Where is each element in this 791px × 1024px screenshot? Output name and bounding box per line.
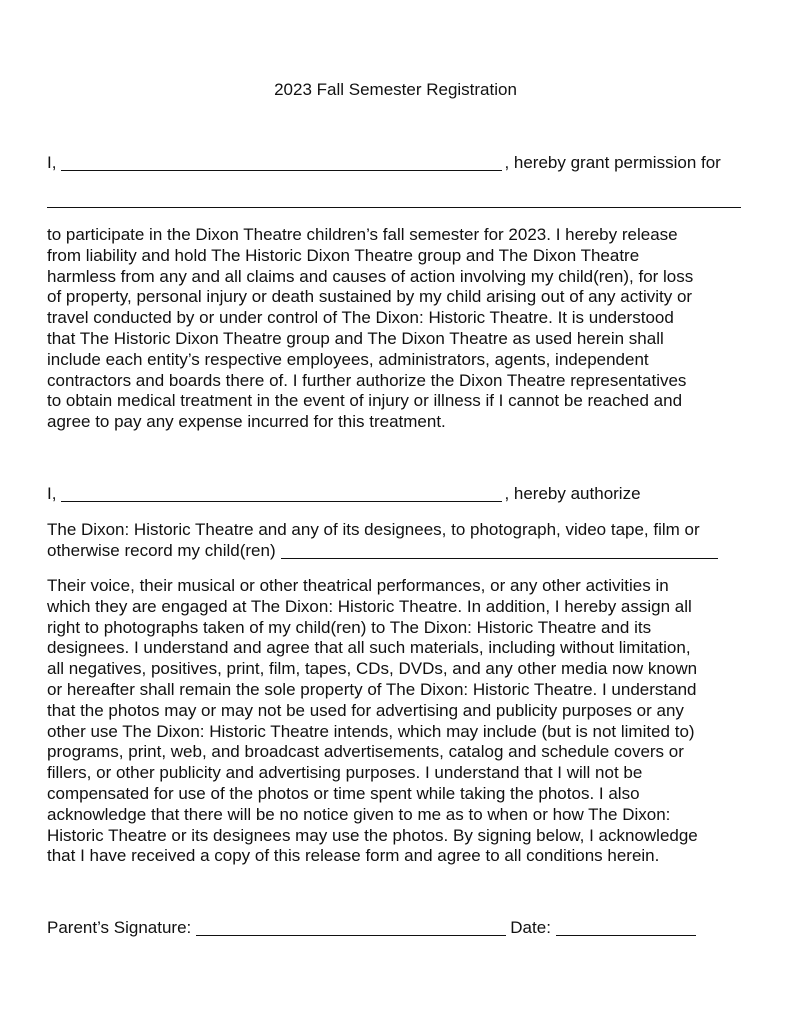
authorization-prefix: I, <box>47 484 57 503</box>
parent-signature-field[interactable] <box>196 918 506 936</box>
media-release-line: that I have received a copy of this release form and agree to all conditions herein. <box>47 846 660 866</box>
media-release-line: fillers, or other publicity and advertising purposes. I understand that I will not be <box>47 763 643 783</box>
media-release-paragraph <box>47 576 747 867</box>
release-line: to obtain medical treatment in the event of injury or illness if I cannot be reached and <box>47 391 683 411</box>
media-release-line: compensated for use of the photos or time spent while taking the photos. I also <box>47 783 640 803</box>
media-release-line: that the photos may or may not be used for advertising and publicity purposes or any <box>47 700 684 720</box>
media-release-line: all negatives, positives, print, film, tapes, CDs, DVDs, and any other media now known <box>47 659 698 679</box>
media-release-line: Historic Theatre or its designees may use the photos. By signing below, I acknowledge <box>47 825 698 845</box>
signature-row <box>47 917 698 939</box>
authorization-name-row <box>47 483 641 505</box>
page-title: 2023 Fall Semester Registration <box>274 80 517 99</box>
permission-name-row <box>47 152 721 174</box>
media-release-line: other use The Dixon: Historic Theatre intends, which may include (but is not limited to) <box>47 721 695 741</box>
release-line: harmless from any and all claims and causes of action involving my child(ren), for loss <box>47 266 694 286</box>
record-line-2-text: otherwise record my child(ren) <box>47 541 276 560</box>
record-line-2 <box>47 540 720 562</box>
permission-suffix: , hereby grant permission for <box>504 153 721 172</box>
parent-signature-label: Parent’s Signature: <box>47 918 192 937</box>
child-name-field[interactable] <box>47 207 741 208</box>
media-release-line: Their voice, their musical or other theatrical performances, or any other activities in <box>47 576 669 595</box>
release-line: agree to pay any expense incurred for this treatment. <box>47 412 446 432</box>
release-paragraph <box>47 225 747 433</box>
media-release-line: programs, print, web, and broadcast advertisements, catalog and schedule covers or <box>47 742 684 762</box>
date-field[interactable] <box>556 918 696 936</box>
authorization-suffix: , hereby authorize <box>504 484 641 503</box>
authorizer-name-field[interactable] <box>61 484 502 502</box>
release-line: contractors and boards there of. I further authorize the Dixon Theatre representatives <box>47 370 687 390</box>
record-line-1 <box>47 519 700 541</box>
release-line: that The Historic Dixon Theatre group and The Dixon Theatre as used herein shall <box>47 328 664 348</box>
media-release-line: acknowledge that there will be no notice given to me as to when or how The Dixon: <box>47 804 671 824</box>
release-line: from liability and hold The Historic Dixon Theatre group and The Dixon Theatre <box>47 245 640 265</box>
permission-prefix: I, <box>47 153 57 172</box>
release-line: of property, personal injury or death sustained by my child arising out of any activity or <box>47 287 693 307</box>
release-line: travel conducted by or under control of The Dixon: Historic Theatre. It is understood <box>47 308 674 328</box>
media-release-line: right to photographs taken of my child(ren) to The Dixon: Historic Theatre and its <box>47 617 652 637</box>
media-release-line: designees. I understand and agree that all such materials, including without limitation, <box>47 638 691 658</box>
child-record-name-field[interactable] <box>281 541 718 559</box>
media-release-line: or hereafter shall remain the sole property of The Dixon: Historic Theatre. I understand <box>47 679 697 699</box>
date-label: Date: <box>510 918 551 937</box>
parent-name-field[interactable] <box>61 153 502 171</box>
media-release-line: which they are engaged at The Dixon: Historic Theatre. In addition, I hereby assign all <box>47 596 692 616</box>
release-line: include each entity’s respective employees, administrators, agents, independent <box>47 349 649 369</box>
release-line: to participate in the Dixon Theatre children’s fall semester for 2023. I hereby release <box>47 225 678 244</box>
record-line-1-text: The Dixon: Historic Theatre and any of its designees, to photograph, video tape, film or <box>47 520 700 539</box>
